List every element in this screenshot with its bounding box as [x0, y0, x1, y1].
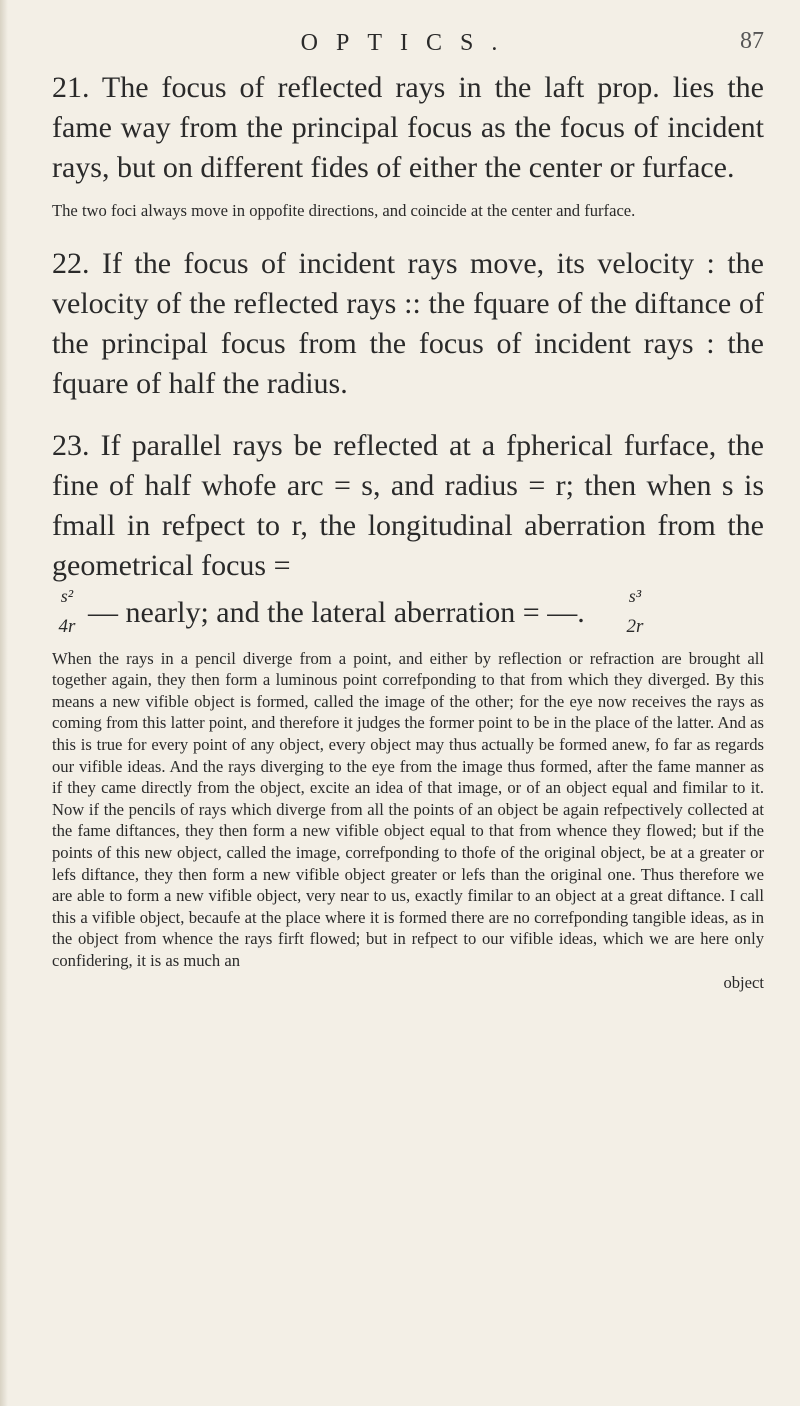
formula-text: — nearly; and the lateral aberration = —. [88, 595, 585, 629]
longitudinal-fraction [52, 586, 82, 638]
note-23: When the rays in a pencil diverge from a point, and either by reflection or refraction are brought all together again, they then form a luminous point correfponding to that from which they diverged. By this means a new vifible object is formed, called the image of the other; for the eye now receives the rays as coming from this latter point, and therefore it judges the former point to be in the place of the latter. And as this is true for every point of any object, every object may thus actually be formed anew, fo far as regards our vifible ideas. And the rays diverging to the eye from the image thus formed, after the fame manner as if they came directly from the object, excite an idea of that image, or of an object equal and fimilar to it. Now if the pencils of rays which diverge from all the points of an object be again refpectively collected at the fame diftances, they then form a new vifible object equal to that from whence they flowed; but if the points of this new object, called the image, correfponding to thofe of the original object, be at a greater or lefs diftance, they then form a new vifible object greater or lefs than the original one. Thus therefore we are able to form a new vifible object, very near to us, exactly fimilar to an object at a great diftance. I call this a vifible object, becaufe at the place where it is formed there are no correfponding tangible ideas, as in the object from whence the rays firft flowed; but in refpect to our vifible ideas, which we are here only confidering, it is as much an [52, 648, 764, 970]
page-number: 87 [740, 28, 764, 54]
fraction-numerator: s² [60, 585, 74, 606]
fraction-denominator: 2r [626, 615, 644, 637]
fraction-numerator: s³ [628, 585, 642, 606]
catchword: object [723, 972, 764, 992]
aberration-formula [52, 586, 764, 644]
page-gutter-shadow [0, 0, 8, 1406]
fraction-denominator: 4r [58, 615, 76, 637]
running-title: OPTICS. [300, 30, 516, 56]
book-page [52, 20, 764, 994]
proposition-22: 22. If the focus of incident rays move, its velocity : the velocity of the reflected rays :: the fquare of the diftance of the principal focus from the focus of incident rays : the fquare of half the radius. [52, 246, 764, 400]
proposition-23: 23. If parallel rays be reflected at a fpherical furface, the fine of half whofe arc = s, and radius = r; then when s is fmall in refpect to r, the longitudinal aberration from the geometrical focus = [52, 428, 764, 582]
running-head [52, 20, 764, 68]
lateral-fraction [620, 586, 650, 638]
note-21: The two foci always move in oppofite directions, and coincide at the center and furface. [52, 201, 636, 220]
proposition-21: 21. The focus of reflected rays in the laft prop. lies the fame way from the principal focus as the focus of incident rays, but on different fides of either the center or furface. [52, 71, 764, 184]
